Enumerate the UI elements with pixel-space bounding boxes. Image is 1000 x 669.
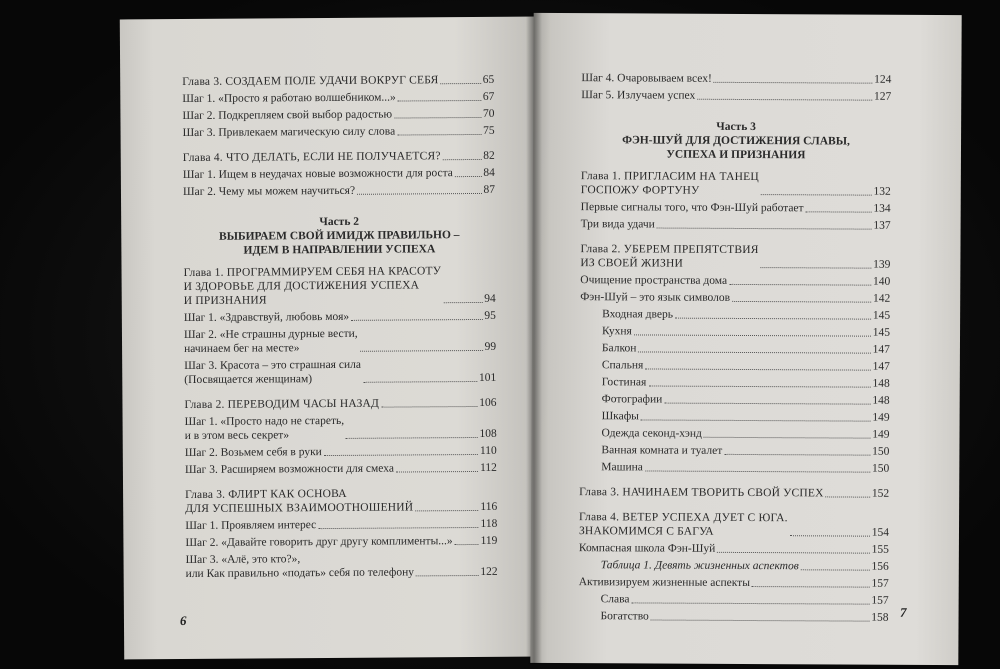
toc-entry — [579, 575, 889, 591]
toc-page-number: 157 — [871, 594, 889, 607]
toc-entry-title: Спальня — [601, 359, 644, 372]
toc-page-number: 150 — [872, 445, 890, 458]
toc-entry — [579, 541, 889, 557]
toc-entry-title: Глава 4. ЧТО ДЕЛАТЬ, ЕСЛИ НЕ ПОЛУЧАЕТСЯ? — [182, 150, 441, 165]
toc-page-number: 101 — [478, 371, 497, 384]
toc-entry — [182, 90, 494, 106]
toc-entry — [184, 309, 496, 325]
part-heading — [183, 214, 495, 258]
dot-leader — [396, 471, 478, 473]
toc-entry-title: Глава 1. ПРОГРАММИРУЕМ СЕБЯ НА КРАСОТУ И ЗДОРОВЬЕ ДЛЯ ДОСТИЖЕНИЯ УСПЕХА И ПРИЗНАНИЯ — [183, 265, 442, 308]
toc-page-number: 132 — [873, 185, 891, 198]
toc-page-number: 124 — [874, 73, 892, 86]
dot-leader — [357, 193, 481, 195]
toc-entry-title: Шаг 3. Привлекаем магическую силу слова — [182, 125, 396, 140]
toc-page-number: 155 — [871, 543, 889, 556]
dot-leader — [381, 406, 477, 408]
toc-entry-title: Фэн-Шуй – это язык символов — [580, 291, 731, 304]
toc-entry-title: Первые сигналы того, что Фэн-Шуй работает — [580, 201, 804, 215]
dot-leader — [415, 510, 478, 511]
dot-leader — [704, 437, 870, 439]
toc-entry-title: Очищение пространства дома — [580, 274, 728, 287]
toc-page-number: 147 — [872, 343, 890, 356]
toc-page-number: 127 — [873, 90, 892, 103]
toc-entry — [185, 461, 497, 477]
toc-entry — [579, 592, 889, 608]
dot-leader — [752, 586, 870, 588]
toc-page-number: 87 — [483, 183, 496, 196]
toc-entry — [581, 217, 891, 233]
toc-entry-title: Глава 4. ВЕТЕР УСПЕХА ДУЕТ С ЮГА. ЗНАКОМИМСЯ С БАГУА — [578, 511, 788, 538]
dot-leader — [443, 302, 482, 303]
toc-entry-title: Шаг 2. «Не страшны дурные вести, начинаем бег на месте» — [183, 327, 358, 356]
dot-leader — [761, 194, 872, 196]
dot-leader — [761, 267, 872, 269]
table-of-contents-right — [578, 71, 891, 628]
dot-leader — [441, 83, 481, 84]
toc-entry-title: Глава 3. НАЧИНАЕМ ТВОРИТЬ СВОЙ УСПЕХ — [579, 486, 824, 500]
toc-entry-title: Три вида удачи — [580, 218, 655, 231]
dot-leader — [324, 454, 478, 456]
dot-leader — [455, 544, 479, 545]
dot-leader — [664, 403, 870, 405]
toc-entry-title: Глава 3. СОЗДАЕМ ПОЛЕ УДАЧИ ВОКРУГ СЕБЯ — [182, 74, 439, 89]
table-of-contents-left — [182, 73, 498, 584]
toc-entry — [580, 392, 890, 408]
dot-leader — [634, 334, 871, 336]
dot-leader — [651, 620, 869, 622]
toc-entry — [581, 200, 891, 216]
toc-entry-title: Фотографии — [601, 393, 663, 406]
dot-leader — [732, 301, 871, 303]
toc-page-number: 119 — [480, 534, 498, 547]
toc-chapter-entry — [182, 73, 494, 89]
toc-chapter-entry — [185, 486, 497, 516]
toc-page-number: 156 — [871, 560, 889, 573]
toc-page-number: 149 — [872, 411, 890, 424]
toc-page-number: 99 — [484, 340, 497, 353]
dot-leader — [346, 437, 477, 439]
toc-entry-title: Кухня — [602, 325, 632, 338]
toc-page-number: 134 — [873, 202, 891, 215]
dot-leader — [632, 602, 870, 604]
left-page — [120, 17, 542, 660]
toc-entry-title: Шаг 2. Подкрепляем свой выбор радостью — [182, 108, 393, 123]
toc-page-number: 145 — [872, 326, 891, 339]
toc-entry — [185, 534, 497, 550]
toc-entry-title: Шаг 1. «Здравствуй, любовь моя» — [183, 310, 350, 325]
dot-leader — [826, 496, 870, 497]
toc-page-number: 94 — [484, 292, 496, 305]
dot-leader — [724, 454, 870, 456]
dot-leader — [397, 134, 481, 136]
toc-page-number: 154 — [871, 526, 890, 539]
dot-leader — [714, 82, 872, 84]
toc-page-number: 75 — [483, 124, 495, 137]
book-spine-gutter — [526, 12, 542, 664]
toc-page-number: 139 — [873, 258, 891, 271]
toc-entry — [579, 443, 889, 459]
toc-entry — [185, 444, 497, 460]
toc-page-number: 112 — [480, 461, 497, 474]
toc-entry-title: Шаг 1. «Просто надо не стареть, и в этом весь секрет» — [184, 414, 345, 443]
dot-leader — [398, 100, 481, 102]
toc-entry — [580, 290, 890, 306]
dot-leader — [638, 351, 870, 353]
toc-entry-title: Слава — [600, 593, 630, 606]
dot-leader — [648, 385, 870, 387]
toc-page-number: 150 — [872, 462, 890, 475]
toc-page-number: 137 — [873, 219, 891, 232]
dot-leader — [645, 470, 870, 472]
open-book — [122, 12, 960, 664]
dot-leader — [801, 569, 870, 570]
page-number-left: 6 — [179, 613, 187, 629]
toc-entry-title: Глава 3. ФЛИРТ КАК ОСНОВА ДЛЯ УСПЕШНЫХ ВЗАИМООТНОШЕНИЙ — [185, 487, 414, 516]
toc-page-number: 158 — [871, 611, 889, 624]
toc-entry-title: Входная дверь — [602, 308, 674, 321]
toc-entry-title: Гостиная — [601, 376, 647, 389]
dot-leader — [790, 535, 870, 536]
toc-entry — [579, 558, 889, 574]
toc-entry — [579, 426, 889, 442]
toc-entry-title: Шаг 2. «Давайте говорить друг другу комплименты...» — [185, 535, 453, 550]
dot-leader — [360, 350, 483, 352]
dot-leader — [645, 368, 870, 370]
dot-leader — [416, 575, 478, 576]
toc-entry-title: Шаг 3. «Алё, это кто?», или Как правильно «подать» себя по телефону — [185, 553, 415, 581]
toc-page-number: 147 — [872, 360, 890, 373]
toc-entry-title: Шаг 2. Чему мы можем научиться? — [182, 184, 356, 199]
toc-entry — [185, 413, 497, 443]
toc-entry-title: Глава 2. ПЕРЕВОДИМ ЧАСЫ НАЗАД — [184, 397, 380, 412]
toc-entry — [183, 124, 495, 140]
toc-page-number: 65 — [482, 73, 495, 86]
toc-page-number: 116 — [480, 500, 498, 513]
toc-page-number: 67 — [482, 90, 495, 103]
toc-page-number: 142 — [872, 292, 891, 305]
toc-entry — [183, 183, 495, 199]
toc-entry-title: Богатство — [600, 610, 649, 623]
toc-entry-title: Шаг 1. «Просто я работаю волшебником...» — [182, 91, 396, 106]
part-title: ВЫБИРАЕМ СВОЙ ИМИДЖ ПРАВИЛЬНО – ИДЕМ В НАПРАВЛЕНИИ УСПЕХА — [218, 229, 460, 257]
toc-entry — [579, 609, 889, 625]
toc-entry — [184, 357, 496, 387]
toc-page-number: 84 — [483, 166, 495, 179]
toc-entry-title: Глава 2. УБЕРЕМ ПРЕПЯТСТВИЯ ИЗ СВОЕЙ ЖИЗНИ — [580, 243, 759, 270]
dot-leader — [697, 99, 872, 101]
toc-page-number: 140 — [873, 275, 891, 288]
toc-entry — [579, 460, 889, 476]
dot-leader — [394, 117, 481, 119]
toc-entry-title: Шаг 3. Расширяем возможности для смеха — [184, 462, 394, 477]
dot-leader — [657, 228, 872, 230]
toc-entry-title: Шаг 2. Возьмем себя в руки — [184, 446, 322, 460]
toc-page-number: 70 — [482, 107, 495, 120]
toc-page-number: 110 — [479, 444, 497, 457]
toc-chapter-entry — [579, 485, 889, 501]
toc-page-number: 148 — [872, 394, 890, 407]
part-heading — [581, 119, 891, 163]
toc-page-number: 145 — [872, 309, 891, 322]
dot-leader — [363, 381, 477, 383]
toc-entry — [580, 375, 890, 391]
toc-entry-title: Одежда секонд-хэнд — [601, 427, 702, 440]
toc-entry-title: Компасная школа Фэн-Шуй — [578, 542, 716, 555]
toc-entry — [184, 326, 496, 356]
part-title: ФЭН-ШУЙ ДЛЯ ДОСТИЖЕНИЯ СЛАВЫ, УСПЕХА И ПРИЗНАНИЯ — [622, 134, 850, 162]
dot-leader — [443, 159, 482, 160]
dot-leader — [717, 552, 869, 554]
toc-entry-title: Балкон — [601, 342, 637, 355]
toc-chapter-entry — [183, 149, 495, 165]
page-number-right: 7 — [900, 604, 907, 620]
dot-leader — [806, 211, 872, 212]
toc-entry-title: Ванная комната и туалет — [601, 444, 723, 457]
toc-entry-title: Глава 1. ПРИГЛАСИМ НА ТАНЕЦ ГОСПОЖУ ФОРТУНУ — [580, 170, 759, 197]
toc-page-number: 157 — [871, 577, 889, 590]
toc-entry — [183, 166, 495, 182]
toc-entry-title: Активизируем жизненные аспекты — [578, 576, 750, 590]
toc-entry-title: Шаг 3. Красота – это страшная сила (Посвящается женщинам) — [184, 358, 361, 387]
toc-entry — [580, 324, 890, 340]
toc-page-number: 152 — [871, 487, 890, 500]
toc-entry-title: Машина — [601, 461, 643, 474]
toc-chapter-entry — [581, 169, 891, 199]
toc-page-number: 95 — [484, 309, 496, 322]
dot-leader — [351, 319, 482, 321]
dot-leader — [729, 284, 871, 286]
toc-entry — [185, 551, 497, 581]
toc-entry-title: Шаг 1. Ищем в неудачах новые возможности для роста — [182, 167, 453, 182]
toc-page-number: 108 — [479, 427, 497, 440]
toc-page-number: 82 — [483, 149, 495, 162]
toc-chapter-entry — [580, 242, 890, 272]
part-label: Часть 2 — [319, 215, 360, 229]
toc-entry — [580, 358, 890, 374]
dot-leader — [455, 176, 482, 177]
toc-chapter-entry — [183, 264, 495, 308]
toc-entry — [182, 107, 494, 123]
part-label: Часть 3 — [716, 120, 756, 134]
toc-entry — [185, 517, 497, 533]
toc-entry — [581, 88, 891, 104]
toc-entry — [580, 307, 890, 323]
toc-entry-title: Шаг 1. Проявляем интерес — [185, 519, 317, 533]
toc-page-number: 149 — [872, 428, 890, 441]
toc-entry-title: Шаг 5. Излучаем успех — [581, 89, 696, 102]
toc-page-number: 122 — [480, 565, 498, 578]
toc-entry — [580, 273, 890, 289]
dot-leader — [641, 419, 870, 421]
toc-chapter-entry — [579, 510, 889, 540]
toc-entry-title: Таблица 1. Девять жизненных аспектов — [600, 559, 799, 573]
dot-leader — [318, 527, 478, 529]
toc-entry — [580, 341, 890, 357]
right-page — [530, 13, 961, 665]
toc-entry-title: Шаг 4. Очаровываем всех! — [581, 72, 712, 85]
dot-leader — [675, 318, 871, 320]
toc-entry — [581, 71, 891, 87]
toc-entry — [580, 409, 890, 425]
toc-page-number: 106 — [479, 396, 497, 409]
toc-page-number: 148 — [872, 377, 890, 390]
toc-page-number: 118 — [480, 517, 498, 530]
toc-chapter-entry — [184, 396, 496, 412]
toc-entry-title: Шкафы — [601, 410, 639, 423]
